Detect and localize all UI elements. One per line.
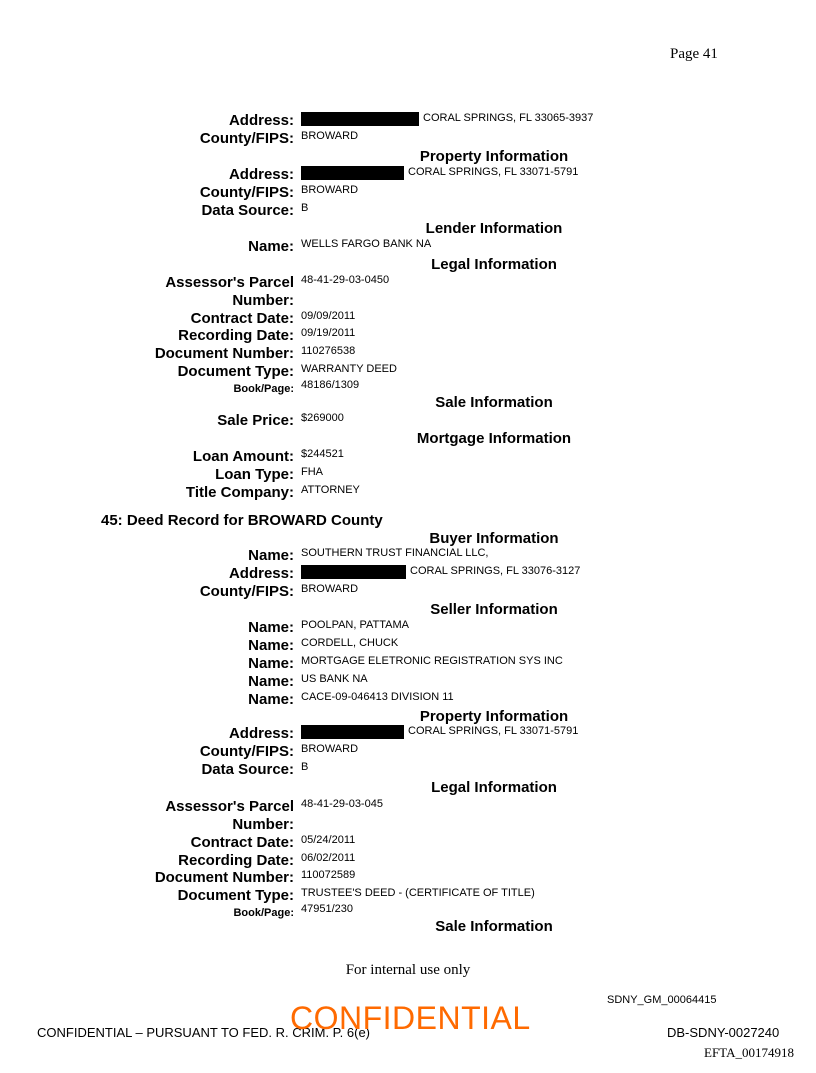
field-value: BROWARD xyxy=(301,743,359,755)
apn-row xyxy=(0,798,816,834)
field-value: CORAL SPRINGS, FL 33071-5791 xyxy=(301,725,578,739)
field-value: CORAL SPRINGS, FL 33076-3127 xyxy=(301,565,580,579)
loan-type-row xyxy=(0,466,816,484)
field-label: Title Company: xyxy=(185,484,294,501)
field-value: ATTORNEY xyxy=(301,484,360,496)
field-value: 09/19/2011 xyxy=(301,327,356,339)
field-value: CORDELL, CHUCK xyxy=(301,637,399,649)
record-title: 45: Deed Record for BROWARD County xyxy=(101,512,383,529)
field-value: WARRANTY DEED xyxy=(301,363,397,375)
section-heading: Seller Information xyxy=(430,601,558,618)
field-label: Name: xyxy=(248,547,294,564)
buyer-name-row xyxy=(0,547,816,565)
seller-name-row xyxy=(0,673,816,691)
field-label: Document Number: xyxy=(154,869,294,886)
field-label: Recording Date: xyxy=(178,327,294,344)
field-label: Data Source: xyxy=(201,202,294,219)
field-value: 110072589 xyxy=(301,869,356,881)
confidential-notice: CONFIDENTIAL – PURSUANT TO FED. R. CRIM. P. 6(e) xyxy=(37,1025,371,1040)
property-county-row xyxy=(0,743,816,761)
field-label: Address: xyxy=(228,565,294,582)
section-heading: Mortgage Information xyxy=(416,430,572,447)
field-value: 48-41-29-03-045 xyxy=(301,798,383,810)
contract-date-row xyxy=(0,834,816,852)
field-label: Name: xyxy=(248,691,294,708)
section-heading: Legal Information xyxy=(431,256,557,273)
field-value: CACE-09-046413 DIVISION 11 xyxy=(301,691,454,703)
apn-row xyxy=(0,274,816,310)
field-label: Address: xyxy=(228,112,294,129)
data-source-row xyxy=(0,761,816,779)
address-row xyxy=(0,112,816,130)
efta-number: EFTA_00174918 xyxy=(704,1045,794,1060)
field-label: Recording Date: xyxy=(178,852,294,869)
field-label: Assessor's Parcel Number: xyxy=(165,798,294,833)
redaction-bar xyxy=(301,112,419,126)
field-value: B xyxy=(301,202,309,214)
field-value: BROWARD xyxy=(301,583,359,595)
field-label: Name: xyxy=(248,619,294,636)
internal-use-note: For internal use only xyxy=(345,962,471,978)
field-label: County/FIPS: xyxy=(199,184,294,201)
section-heading: Legal Information xyxy=(431,779,557,796)
field-value: CORAL SPRINGS, FL 33071-5791 xyxy=(301,166,578,180)
field-value: 48186/1309 xyxy=(301,379,360,391)
field-label: Name: xyxy=(248,238,294,255)
field-value: 47951/230 xyxy=(301,903,353,915)
section-heading: Lender Information xyxy=(425,220,563,237)
field-label: Data Source: xyxy=(201,761,294,778)
contract-date-row xyxy=(0,310,816,328)
field-label: Document Type: xyxy=(177,363,294,380)
section-heading: Sale Information xyxy=(435,394,553,411)
sale-price-row xyxy=(0,412,816,430)
document-number-row xyxy=(0,345,816,363)
field-label: County/FIPS: xyxy=(199,583,294,600)
redaction-bar xyxy=(301,565,406,579)
seller-name-row xyxy=(0,691,816,709)
field-label: Document Type: xyxy=(177,887,294,904)
section-heading: Property Information xyxy=(419,148,569,165)
field-label: County/FIPS: xyxy=(199,743,294,760)
seller-name-row xyxy=(0,637,816,655)
document-number-row xyxy=(0,869,816,887)
field-value: B xyxy=(301,761,309,773)
section-heading: Property Information xyxy=(419,708,569,725)
county-row xyxy=(0,130,816,148)
field-value: FHA xyxy=(301,466,323,478)
field-label: Document Number: xyxy=(154,345,294,362)
redaction-bar xyxy=(301,725,404,739)
data-source-row xyxy=(0,202,816,220)
field-value: POOLPAN, PATTAMA xyxy=(301,619,409,631)
section-heading: Buyer Information xyxy=(429,530,559,547)
field-label: Name: xyxy=(248,637,294,654)
field-label: Loan Type: xyxy=(215,466,294,483)
section-heading: Sale Information xyxy=(435,918,553,935)
field-value: TRUSTEE'S DEED - (CERTIFICATE OF TITLE) xyxy=(301,887,535,899)
redaction-bar xyxy=(301,166,404,180)
field-value: CORAL SPRINGS, FL 33065-3937 xyxy=(301,112,593,126)
field-label: Address: xyxy=(228,725,294,742)
bates-number-gm: SDNY_GM_00064415 xyxy=(607,994,717,1006)
bates-number-db: DB-SDNY-0027240 xyxy=(667,1025,780,1040)
lender-name-row xyxy=(0,238,816,256)
field-label: Name: xyxy=(248,655,294,672)
address-row xyxy=(0,166,816,184)
field-value: WELLS FARGO BANK NA xyxy=(301,238,432,250)
county-row xyxy=(0,184,816,202)
seller-name-row xyxy=(0,655,816,673)
seller-name-row xyxy=(0,619,816,637)
field-label: Sale Price: xyxy=(217,412,294,429)
field-value: $244521 xyxy=(301,448,344,460)
field-label: Loan Amount: xyxy=(192,448,294,465)
title-company-row xyxy=(0,484,816,502)
field-value: 48-41-29-03-0450 xyxy=(301,274,390,286)
buyer-address-row xyxy=(0,565,816,583)
field-value: 06/02/2011 xyxy=(301,852,356,864)
field-value: BROWARD xyxy=(301,130,359,142)
recording-date-row xyxy=(0,327,816,345)
field-label: Address: xyxy=(228,166,294,183)
field-value: 110276538 xyxy=(301,345,356,357)
loan-amount-row xyxy=(0,448,816,466)
field-value: $269000 xyxy=(301,412,344,424)
page-number: Page 41 xyxy=(670,46,718,62)
field-value: 05/24/2011 xyxy=(301,834,356,846)
field-value: 09/09/2011 xyxy=(301,310,356,322)
field-label: Name: xyxy=(248,673,294,690)
field-label: Book/Page: xyxy=(233,383,294,395)
field-value: US BANK NA xyxy=(301,673,368,685)
recording-date-row xyxy=(0,852,816,870)
field-label: Assessor's Parcel Number: xyxy=(165,274,294,309)
field-label: Book/Page: xyxy=(233,907,294,919)
field-label: Contract Date: xyxy=(190,310,294,327)
field-value: BROWARD xyxy=(301,184,359,196)
field-label: County/FIPS: xyxy=(199,130,294,147)
property-address-row xyxy=(0,725,816,743)
field-value: SOUTHERN TRUST FINANCIAL LLC, xyxy=(301,547,489,559)
field-label: Contract Date: xyxy=(190,834,294,851)
buyer-county-row xyxy=(0,583,816,601)
confidential-stamp: CONFIDENTIAL xyxy=(290,1000,531,1036)
field-value: MORTGAGE ELETRONIC REGISTRATION SYS INC xyxy=(301,655,563,667)
